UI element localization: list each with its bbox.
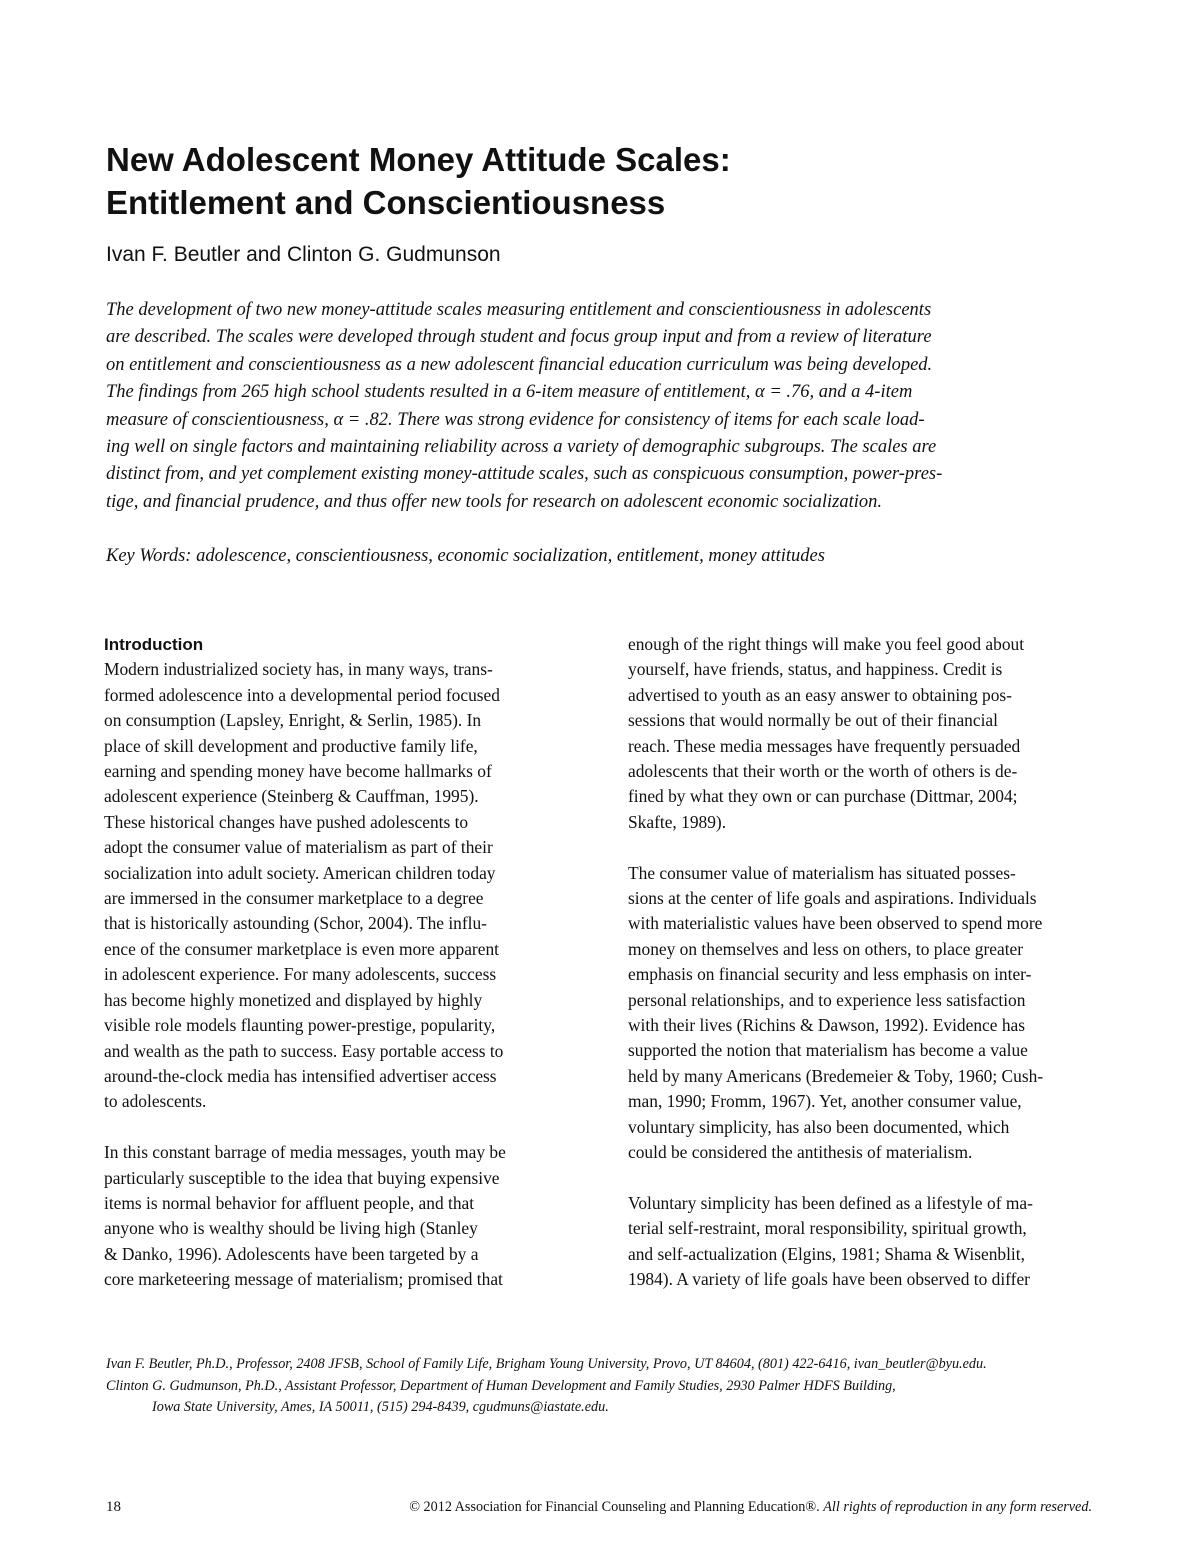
body-line: The consumer value of materialism has situated posses- [628, 862, 1016, 883]
body-line: has become highly monetized and displayed by highly [104, 989, 483, 1010]
body-line: sions at the center of life goals and aspirations. Individuals [628, 888, 1037, 909]
body-line: sessions that would normally be out of their financial [628, 710, 998, 731]
body-line: emphasis on financial security and less emphasis on inter- [628, 964, 1032, 985]
body-line: anyone who is wealthy should be living high (Stanley [104, 1218, 478, 1239]
body-line: to adolescents. [104, 1091, 207, 1112]
body-line: in adolescent experience. For many adolescents, success [104, 964, 497, 985]
body-line: supported the notion that materialism has become a value [628, 1040, 1028, 1061]
section-heading: Introduction [104, 635, 204, 654]
body-line: are immersed in the consumer marketplace to a degree [104, 888, 484, 909]
body-line: and wealth as the path to success. Easy portable access to [104, 1040, 504, 1061]
author-affiliations-footnote [106, 1354, 1106, 1419]
body-line: held by many Americans (Bredemeier & Toby, 1960; Cush- [628, 1065, 1044, 1086]
body-line: items is normal behavior for affluent people, and that [104, 1192, 475, 1213]
body-line: earning and spending money have become hallmarks of [104, 761, 492, 782]
footnote-line: Ivan F. Beutler, Ph.D., Professor, 2408 JFSB, School of Family Life, Brigham Young University, Provo, UT 84604, (801) 422-6416, ivan_beutler@byu.edu. [106, 1356, 987, 1372]
body-line: could be considered the antithesis of materialism. [628, 1142, 973, 1163]
body-line: reach. These media messages have frequently persuaded [628, 735, 1021, 756]
paragraph-gap [628, 1166, 1108, 1191]
body-line: Skafte, 1989). [628, 811, 727, 832]
body-line: adolescents that their worth or the worth of others is de- [628, 761, 1018, 782]
abstract-line: on entitlement and conscientiousness as a new adolescent financial education curriculum was being developed. [106, 354, 933, 375]
title-line-1: New Adolescent Money Attitude Scales: [106, 141, 731, 178]
article-title [106, 138, 1106, 224]
footnote-line: Iowa State University, Ames, IA 50011, (515) 294-8439, cgudmuns@iastate.edu. [152, 1399, 609, 1415]
body-line: These historical changes have pushed adolescents to [104, 811, 469, 832]
body-line: enough of the right things will make you feel good about [628, 634, 1025, 654]
body-line: advertised to youth as an easy answer to obtaining pos- [628, 684, 1012, 705]
body-line: personal relationships, and to experience less satisfaction [628, 989, 1026, 1010]
abstract [106, 297, 1096, 516]
copyright-notice [409, 1497, 1092, 1517]
abstract-line: are described. The scales were developed through student and focus group input and from a review of literature [106, 327, 932, 348]
abstract-line: distinct from, and yet complement existing money-attitude scales, such as conspicuous consumption, power-pres- [106, 464, 943, 485]
body-line: Modern industrialized society has, in many ways, trans- [104, 659, 493, 680]
body-line: place of skill development and productive family life, [104, 735, 478, 756]
body-line: socialization into adult society. American children today [104, 862, 496, 883]
body-line: adolescent experience (Steinberg & Cauffman, 1995). [104, 786, 479, 807]
abstract-line: tige, and financial prudence, and thus offer new tools for research on adolescent economic socialization. [106, 491, 883, 512]
page-number: 18 [106, 1499, 121, 1515]
body-line: formed adolescence into a developmental period focused [104, 684, 500, 705]
right-column [628, 632, 1108, 1293]
body-line: around-the-clock media has intensified advertiser access [104, 1065, 497, 1086]
body-line: man, 1990; Fromm, 1967). Yet, another consumer value, [628, 1091, 1022, 1112]
body-line: and self-actualization (Elgins, 1981; Shama & Wisenblit, [628, 1243, 1025, 1264]
body-line: & Danko, 1996). Adolescents have been targeted by a [104, 1243, 479, 1264]
paragraph-gap [104, 1115, 584, 1140]
abstract-line: The findings from 265 high school students resulted in a 6-item measure of entitlement, α = .76, and a 4-item [106, 382, 913, 403]
title-line-2: Entitlement and Conscientiousness [106, 184, 666, 221]
body-line: that is historically astounding (Schor, 2004). The influ- [104, 913, 487, 934]
body-line: ence of the consumer marketplace is even more apparent [104, 938, 499, 959]
body-line: In this constant barrage of media messages, youth may be [104, 1142, 506, 1163]
left-column [104, 632, 584, 1293]
body-line: money on themselves and less on others, to place greater [628, 938, 1024, 959]
abstract-line: ing well on single factors and maintaining reliability across a variety of demographic subgroups. The scales are [106, 437, 937, 458]
copyright-text: © 2012 Association for Financial Counseling and Planning Education®. [409, 1499, 820, 1515]
paragraph-gap [628, 835, 1108, 860]
body-line: with materialistic values have been observed to spend more [628, 913, 1043, 934]
key-words: Key Words: adolescence, conscientiousness, economic socialization, entitlement, money attitudes [106, 546, 825, 566]
body-line: terial self-restraint, moral responsibility, spiritual growth, [628, 1218, 1027, 1239]
abstract-line: The development of two new money-attitude scales measuring entitlement and conscientiousness in adolescents [106, 300, 932, 320]
author-line: Ivan F. Beutler and Clinton G. Gudmunson [106, 243, 501, 266]
footnote-line: Clinton G. Gudmunson, Ph.D., Assistant Professor, Department of Human Development and Family Studies, 2930 Palmer HDFS Building, [106, 1377, 896, 1394]
abstract-line: measure of conscientiousness, α = .82. There was strong evidence for consistency of items for each scale load- [106, 409, 925, 430]
body-line: visible role models flaunting power-prestige, popularity, [104, 1015, 496, 1036]
body-line: particularly susceptible to the idea that buying expensive [104, 1167, 500, 1188]
body-line: adopt the consumer value of materialism as part of their [104, 837, 493, 858]
body-line: yourself, have friends, status, and happiness. Credit is [628, 659, 1003, 680]
rights-reserved-text: All rights of reproduction in any form reserved. [823, 1499, 1092, 1515]
body-line: Voluntary simplicity has been defined as a lifestyle of ma- [628, 1192, 1033, 1213]
body-line: on consumption (Lapsley, Enright, & Serlin, 1985). In [104, 710, 482, 731]
body-line: core marketeering message of materialism; promised that [104, 1269, 503, 1290]
body-line: 1984). A variety of life goals have been observed to differ [628, 1269, 1030, 1290]
body-line: with their lives (Richins & Dawson, 1992). Evidence has [628, 1015, 1026, 1036]
body-line: voluntary simplicity, has also been documented, which [628, 1116, 1010, 1137]
body-line: fined by what they own or can purchase (Dittmar, 2004; [628, 786, 1018, 807]
